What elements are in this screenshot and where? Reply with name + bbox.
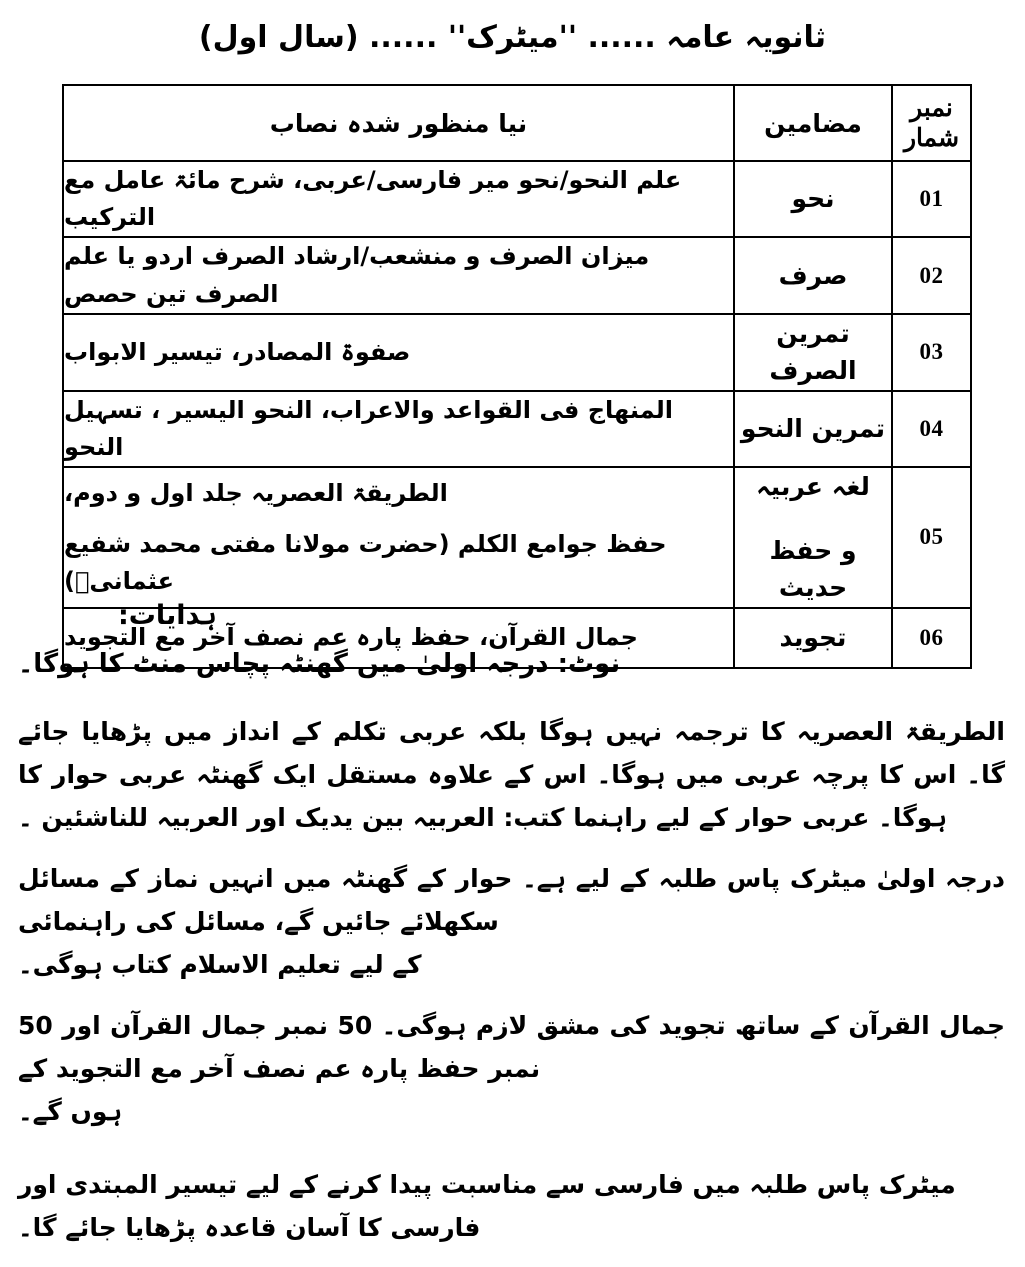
instruction-paragraph [18,857,1005,986]
column-header-syllabus: نیا منظور شدہ نصاب [63,85,734,161]
cell-serial: 03 [892,314,971,391]
cell-syllabus [63,391,734,467]
cell-syllabus [63,467,734,608]
syllabus-line: المنھاج فی القواعد والاعراب، النحو الیسیر ، تسہیل النحو [64,395,673,461]
cell-serial: 05 [892,467,971,608]
subject-line: تمرین النحو [740,414,886,444]
table-body [63,161,971,668]
table-row [63,314,971,391]
instructions-section [18,600,1005,1267]
syllabus-line-secondary: حفظ جوامع الکلم (حضرت مولانا مفتی محمد شفیع عثمانیؒ) [64,529,667,595]
paragraph-body: میٹرک پاس طلبہ میں فارسی سے مناسبت پیدا کرنے کے لیے تیسیر المبتدی اور فارسی کا آسان قاعدہ پڑھایا جائے گا۔ [18,1170,956,1242]
cell-subject [734,467,892,608]
table-header-row [63,85,971,161]
cell-serial: 04 [892,391,971,467]
instruction-paragraph [18,710,1005,839]
table-row [63,161,971,237]
syllabus-table-container [64,84,972,669]
cell-syllabus [63,237,734,313]
cell-syllabus [63,161,734,237]
page-title: ثانویہ عامہ ...... ''میٹرک'' ...... (سال اول) [198,20,827,55]
syllabus-line: جمال القرآن، حفظ پارہ عم نصف آخر مع التجوید [64,623,638,652]
instructions-heading: ہدایات: [118,600,217,631]
column-header-serial: نمبر شمار [892,85,971,161]
cell-syllabus [63,314,734,391]
cell-serial: 06 [892,608,971,668]
instruction-paragraph [18,1004,1005,1133]
cell-subject [734,161,892,237]
cell-subject [734,314,892,391]
subject-line-secondary: و حفظ حدیث [769,535,857,603]
table-header [63,85,971,161]
paragraph-body: الطریقۃ العصریہ کا ترجمہ نہیں ہوگا بلکہ عربی تکلم کے انداز میں پڑھایا جائے گا۔ اس کا پرچہ عربی میں ہوگا۔ اس کے علاوہ مستقل ایک گھنٹہ عربی حوار کا ہوگا۔ عربی حوار کے لیے راہنما کتب: العربیہ بین یدیک اور العربیہ للناشئین ۔ [18,717,1005,832]
subject-line: تمرین الصرف [769,318,857,386]
syllabus-table [62,84,972,669]
subject-line: صرف [778,260,848,290]
table-row [63,391,971,467]
subject-line: لغہ عربیہ [756,472,870,502]
cell-serial: 01 [892,161,971,237]
cell-serial: 02 [892,237,971,313]
paragraph-body: جمال القرآن کے ساتھ تجوید کی مشق لازم ہوگی۔ 50 نمبر جمال القرآن اور 50 نمبر حفظ پارہ عم نصف آخر مع التجوید کے [18,1011,1005,1083]
syllabus-line: میزان الصرف و منشعب/ارشاد الصرف اردو یا علم الصرف تین حصص [64,242,650,308]
column-header-subject: مضامین [734,85,892,161]
paragraph-tail: کے لیے تعلیم الاسلام کتاب ہوگی۔ [18,950,422,979]
cell-subject [734,391,892,467]
subject-line: تجوید [779,622,847,652]
syllabus-line: علم النحو/نحو میر فارسی/عربی، شرح مائۃ عامل مع الترکیب [64,166,682,232]
syllabus-line: صفوۃ المصادر، تیسیر الابواب [64,337,411,366]
paragraph-body: درجہ اولیٰ میٹرک پاس طلبہ کے لیے ہے۔ حوار کے گھنٹہ میں انہیں نماز کے مسائل سکھلائے جائیں گے، مسائل کی راہنمائی [18,864,1005,936]
syllabus-line: الطریقۃ العصریہ جلد اول و دوم، [64,478,448,507]
instruction-paragraph [18,1163,1005,1249]
table-row [63,467,971,608]
subject-line: نحو [791,184,835,214]
paragraph-tail: ہوں گے۔ [18,1097,123,1126]
cell-subject [734,237,892,313]
table-row [63,237,971,313]
instructions-note: نوٹ: درجہ اولیٰ میں گھنٹہ پچاس منٹ کا ہوگا۔ [18,649,621,679]
